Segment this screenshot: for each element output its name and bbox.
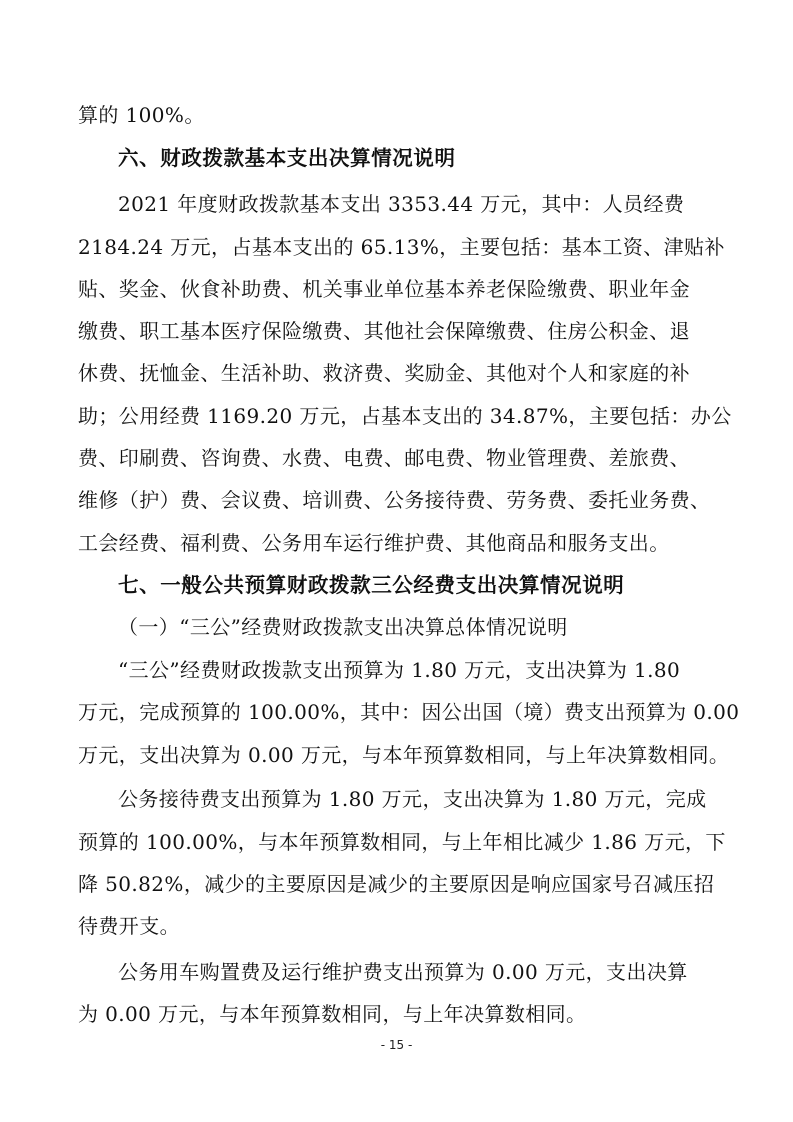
section-heading-6: 六、财政拨款基本支出决算情况说明 <box>118 146 456 170</box>
paragraph-line: 休费、抚恤金、生活补助、救济费、奖励金、其他对个人和家庭的补 <box>78 361 690 385</box>
paragraph-line: 维修（护）费、会议费、培训费、公务接待费、劳务费、委托业务费、 <box>78 488 711 512</box>
paragraph-line: 算的 100%。 <box>78 103 205 127</box>
paragraph-line: 万元，支出决算为 0.00 万元，与本年预算数相同，与上年决算数相同。 <box>78 743 730 767</box>
paragraph-line: 为 0.00 万元，与本年预算数相同，与上年决算数相同。 <box>78 1002 587 1026</box>
paragraph-line: “三公”经费财政拨款支出预算为 1.80 万元，支出决算为 1.80 <box>118 658 681 682</box>
paragraph-line: 预算的 100.00%，与本年预算数相同，与上年相比减少 1.86 万元，下 <box>78 830 726 854</box>
subsection-heading: （一）“三公”经费财政拨款支出决算总体情况说明 <box>118 615 568 639</box>
paragraph-line: 待费开支。 <box>78 914 180 938</box>
paragraph-line: 降 50.82%，减少的主要原因是减少的主要原因是响应国家号召减压招 <box>78 872 715 896</box>
paragraph-line: 公务接待费支出预算为 1.80 万元，支出决算为 1.80 万元，完成 <box>118 787 707 811</box>
paragraph-line: 缴费、职工基本医疗保险缴费、其他社会保障缴费、住房公积金、退 <box>78 319 690 343</box>
paragraph-line: 万元，完成预算的 100.00%，其中：因公出国（境）费支出预算为 0.00 <box>78 700 740 724</box>
paragraph-line: 助；公用经费 1169.20 万元，占基本支出的 34.87%，主要包括：办公 <box>78 404 732 428</box>
paragraph-line: 费、印刷费、咨询费、水费、电费、邮电费、物业管理费、差旅费、 <box>78 446 690 470</box>
page-number: - 15 - <box>380 1038 413 1052</box>
paragraph-line: 工会经费、福利费、公务用车运行维护费、其他商品和服务支出。 <box>78 531 670 555</box>
paragraph-line: 公务用车购置费及运行维护费支出预算为 0.00 万元，支出决算 <box>118 960 688 984</box>
paragraph-line: 2021 年度财政拨款基本支出 3353.44 万元，其中：人员经费 <box>118 192 685 216</box>
paragraph-line: 贴、奖金、伙食补助费、机关事业单位基本养老保险缴费、职业年金 <box>78 277 690 301</box>
paragraph-line: 2184.24 万元，占基本支出的 65.13%，主要包括：基本工资、津贴补 <box>78 235 725 259</box>
section-heading-7: 七、一般公共预算财政拨款三公经费支出决算情况说明 <box>118 573 625 597</box>
